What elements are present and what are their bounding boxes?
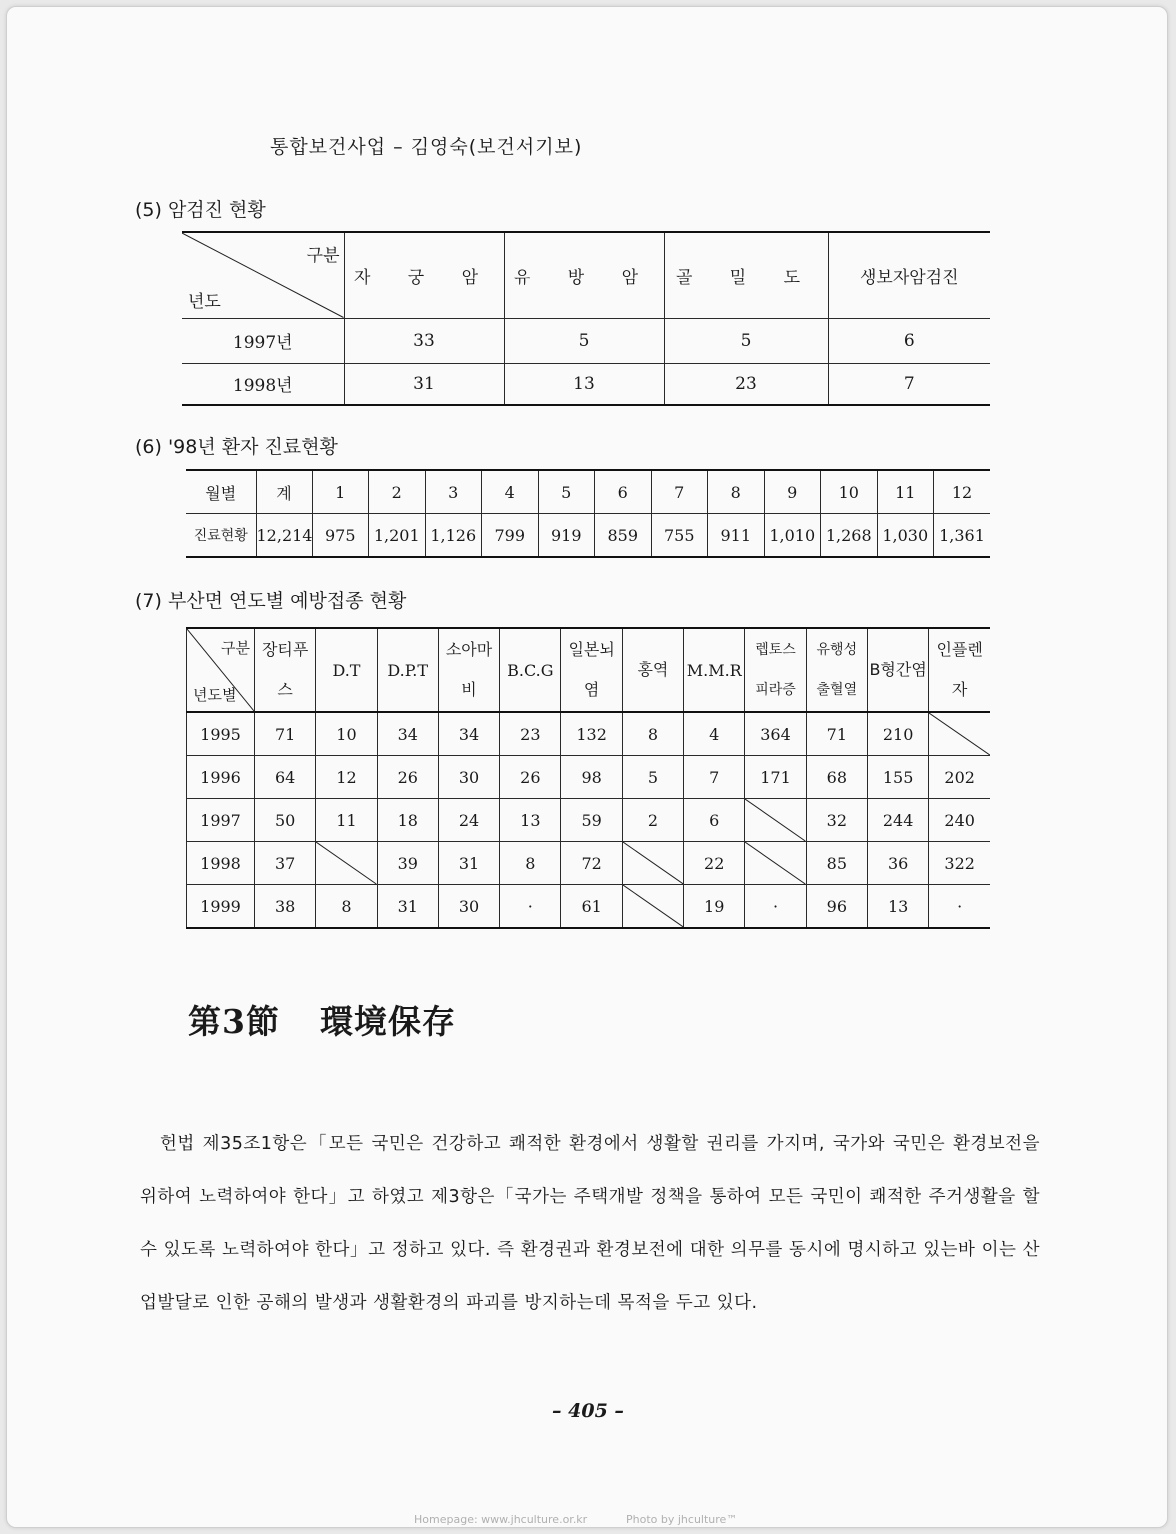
year-cell: 1997년 [182,318,344,363]
section-label: 第3節 [188,1002,280,1041]
table7-corner-cell [187,628,255,712]
table7-col-header: 소아마비 [438,628,499,712]
table7-col-header: 홍역 [622,628,683,712]
table-cell: 34 [377,712,438,756]
table-cell: 8 [316,885,377,929]
table-cell: 13 [504,363,664,405]
table-cell: 240 [929,799,990,842]
empty-slashed-cell [929,712,990,756]
table-cell: 18 [377,799,438,842]
table6-header-cell: 6 [595,470,652,514]
empty-slashed-cell [316,842,377,885]
table-cell: 37 [255,842,316,885]
table-cell: 155 [867,756,928,799]
table-cell: 8 [500,842,561,885]
table-cell: 799 [482,514,539,558]
table-cell: 68 [806,756,867,799]
table-cell: 7 [684,756,745,799]
table6-header-cell: 10 [821,470,878,514]
table-cell: 12,214 [256,514,312,558]
table-row [187,799,991,842]
table7-col-header: 장티푸스 [255,628,316,712]
table7-corner-top: 구분 [221,639,250,657]
table-cell: 244 [867,799,928,842]
table6-header-cell: 계 [256,470,312,514]
table-cell: · [745,885,806,929]
empty-slashed-cell [745,842,806,885]
table7-col-header: 일본뇌염 [561,628,622,712]
table-cell: 72 [561,842,622,885]
table7-corner-bottom: 년도별 [193,686,237,704]
page-number: – 405 – [552,1400,624,1422]
footer-photo-credit: Photo by jhculture™ [626,1513,738,1526]
table-cell: 13 [500,799,561,842]
table-cell: 1,126 [425,514,482,558]
section-title: 環境保存 [319,1002,456,1041]
diagonal-line [316,842,376,884]
table-cell: 32 [806,799,867,842]
table-cell: 911 [708,514,765,558]
table-cell: 50 [255,799,316,842]
table-cell: 30 [438,885,499,929]
table-cell: 26 [500,756,561,799]
year-cell: 1998 [187,842,255,885]
table-cell: 1,010 [764,514,821,558]
table-cell: 975 [312,514,369,558]
table-cell: 1,201 [369,514,426,558]
footer-homepage: Homepage: www.jhculture.or.kr [414,1513,588,1526]
year-cell: 1995 [187,712,255,756]
table5-col-header: 유 방 암 [504,232,664,318]
table-cell: 31 [438,842,499,885]
table-cell: · [929,885,990,929]
table-cell: 19 [684,885,745,929]
table7-col-header-two-line [806,628,867,712]
table-cell: 4 [684,712,745,756]
year-cell: 1996 [187,756,255,799]
table-cell: 64 [255,756,316,799]
table-cell: 30 [438,756,499,799]
table-cell: 11 [316,799,377,842]
table-cell: 6 [828,318,990,363]
table-cell: 진료현황 [186,514,256,558]
table-cell: 2 [622,799,683,842]
table-cell: 38 [255,885,316,929]
year-cell: 1997 [187,799,255,842]
table-cell: 1,030 [877,514,934,558]
table7-col-header: B.C.G [500,628,561,712]
header-line: 출혈열 [816,682,858,698]
table-cell: 755 [651,514,708,558]
diagonal-line [745,842,805,884]
table5-corner-cell [182,232,344,318]
table7-header-row [187,628,991,712]
header-line: 유행성 [816,642,858,658]
table-cell: 210 [867,712,928,756]
table6-header-cell: 8 [708,470,765,514]
table5-header-row [182,232,990,318]
table-cell: 202 [929,756,990,799]
table-row [182,318,990,363]
table6-title: (6) '98년 환자 진료현황 [135,436,338,458]
table5-title: (5) 암검진 현황 [135,199,266,221]
table6-header-cell: 7 [651,470,708,514]
table-row [187,885,991,929]
table6-header-cell: 9 [764,470,821,514]
table-row [187,712,991,756]
table-cell: 98 [561,756,622,799]
empty-slashed-cell [622,842,683,885]
table-cell: 6 [684,799,745,842]
table6-header-cell: 5 [538,470,595,514]
empty-slashed-cell [745,799,806,842]
table5-col-header: 골 밀 도 [664,232,828,318]
table-cell: 364 [745,712,806,756]
table-cell: 61 [561,885,622,929]
diagonal-line [745,799,805,841]
year-cell: 1999 [187,885,255,929]
table-cell: 1,268 [821,514,878,558]
table6-header-cell: 11 [877,470,934,514]
table-cell: 13 [867,885,928,929]
year-cell: 1998년 [182,363,344,405]
table5-corner-bottom: 년도 [188,291,221,312]
table-cell: 8 [622,712,683,756]
header-line: 렙토스 [755,642,796,658]
table-row [187,756,991,799]
table5-corner-top: 구분 [306,246,340,266]
diagonal-line [623,842,683,884]
table-cell: 1,361 [934,514,991,558]
table6-header-cell: 12 [934,470,991,514]
table-cell: 859 [595,514,652,558]
table-cell: 919 [538,514,595,558]
table-cell: 171 [745,756,806,799]
table6-header-cell: 월별 [186,470,256,514]
table-cell: 26 [377,756,438,799]
table7-col-header: D.T [316,628,377,712]
table7-col-header: D.P.T [377,628,438,712]
table7-col-header: 인플렌자 [929,628,990,712]
table5-col-header: 자 궁 암 [344,232,504,318]
table-cell: 34 [438,712,499,756]
table7-title: (7) 부산면 연도별 예방접종 현황 [135,590,407,612]
table6-header-cell: 1 [312,470,369,514]
table-cell: 36 [867,842,928,885]
table-cell: 23 [500,712,561,756]
table7-col-header: B형간염 [867,628,928,712]
table-row [187,842,991,885]
table-cell: 5 [504,318,664,363]
table-row [182,363,990,405]
table-cell: 23 [664,363,828,405]
table-cell: 96 [806,885,867,929]
table5-col-header: 생보자암검진 [828,232,990,318]
table-cell: 24 [438,799,499,842]
table-cell: 39 [377,842,438,885]
table6-header-cell: 2 [369,470,426,514]
running-header: 통합보건사업 – 김영숙(보건서기보) [270,136,583,158]
cancer-screening-table [182,231,990,406]
table-cell: 5 [664,318,828,363]
table-cell: · [500,885,561,929]
table-cell: 22 [684,842,745,885]
table-cell: 132 [561,712,622,756]
table-cell: 322 [929,842,990,885]
table-row [186,514,990,558]
table6-header-cell: 4 [482,470,539,514]
table-cell: 5 [622,756,683,799]
table7-col-header: M.M.R [684,628,745,712]
table7-body [187,712,991,928]
header-line: 피라증 [755,682,796,698]
vaccination-table [186,627,990,929]
table6-header-cell: 3 [425,470,482,514]
table-cell: 31 [377,885,438,929]
table6-header-row [186,470,990,514]
patient-treatment-table [186,469,990,558]
body-paragraph: 헌법 제35조1항은「모든 국민은 건강하고 쾌적한 환경에서 생활할 권리를 가지며, 국가와 국민은 환경보전을 위하여 노력하여야 한다」고 하였고 제3항은「국가는 주택개발 정책을 통하여 모든 국민이 쾌적한 주거생활을 할 수 있도록 노력하여야 한다」고 정하고 있다. 즉 환경권과 환경보전에 대한 의무를 동시에 명시하고 있는바 이는 산업발달로 인한 공해의 발생과 생활환경의 파괴를 방지하는데 목적을 두고 있다. [140,1134,1040,1313]
section-heading [188,996,456,1043]
table-cell: 71 [806,712,867,756]
empty-slashed-cell [622,885,683,929]
table-cell: 12 [316,756,377,799]
table-cell: 10 [316,712,377,756]
table-cell: 7 [828,363,990,405]
table-cell: 59 [561,799,622,842]
table7-col-header-two-line [745,628,806,712]
diagonal-line [929,713,990,755]
table-cell: 33 [344,318,504,363]
table-cell: 85 [806,842,867,885]
table-cell: 31 [344,363,504,405]
diagonal-line [623,885,683,927]
table-cell: 71 [255,712,316,756]
